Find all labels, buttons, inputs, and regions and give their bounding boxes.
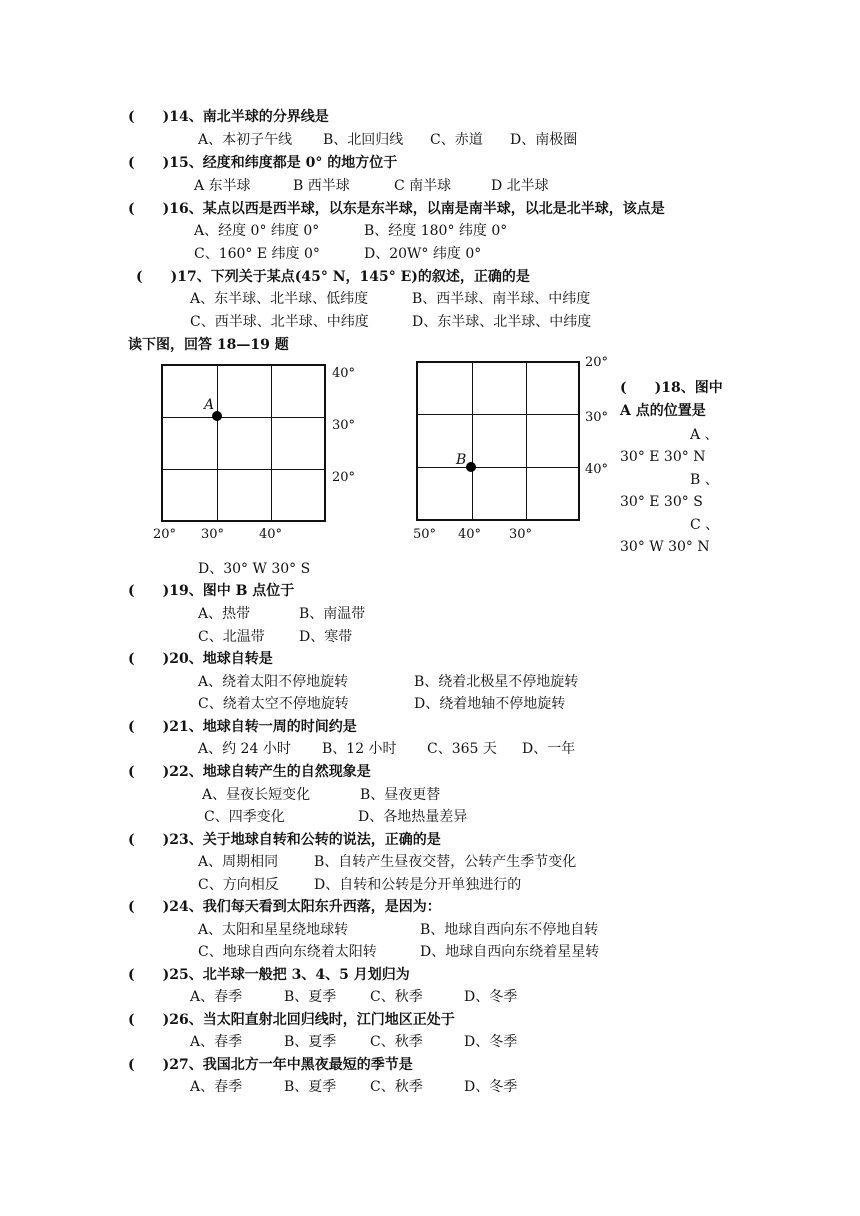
q24-option-d: D、地球自西向东绕着星星转 — [420, 944, 600, 960]
q17-option-c: C、西半球、北半球、中纬度 — [190, 314, 369, 330]
q24-options-row2 — [198, 943, 599, 961]
q15-option-c: C 南半球 — [394, 178, 452, 194]
q26-option-b: B、夏季 — [284, 1034, 337, 1050]
reading-prompt: 读下图，回答 18—19 题 — [128, 337, 289, 353]
map-a-lon-tick: 40° — [259, 527, 283, 542]
q18-option-c-label: C 、 — [690, 517, 720, 533]
q19-options-row2 — [198, 628, 352, 646]
q24-options-row1 — [198, 921, 598, 939]
q14-option-c: C、赤道 — [430, 132, 483, 148]
map-a-lon-tick: 20° — [153, 527, 177, 542]
q23-options-row2 — [198, 876, 521, 894]
q16-options-row2 — [194, 245, 481, 263]
q18-option-b: 30° E 30° S — [620, 494, 703, 510]
point-b-label: B — [456, 452, 467, 468]
q19-option-c: C、北温带 — [198, 629, 265, 645]
q20-option-a: A、绕着太阳不停地旋转 — [198, 674, 349, 690]
q15-option-a: A 东半球 — [194, 178, 251, 194]
q23-option-a: A、周期相同 — [198, 854, 279, 870]
q24-option-a: A、太阳和星星绕地球转 — [198, 922, 349, 938]
q26-option-a: A、春季 — [190, 1034, 243, 1050]
map-b-lon-tick: 50° — [413, 527, 437, 542]
q23-option-d: D、自转和公转是分开单独进行的 — [314, 877, 522, 893]
q16-option-a: A、经度 0° 纬度 0° — [194, 223, 320, 239]
q21-option-d: D、一年 — [522, 741, 576, 757]
q22-option-a: A、昼夜长短变化 — [202, 787, 311, 803]
q17-option-a: A、东半球、北半球、低纬度 — [190, 291, 369, 307]
map-a-lat-tick: 40° — [332, 366, 356, 381]
question-21: ( )21、地球自转一周的时间约是 — [128, 719, 357, 735]
q23-option-b: B、自转产生昼夜交替，公转产生季节变化 — [314, 854, 577, 870]
q19-option-b: B、南温带 — [299, 606, 366, 622]
q14-options — [198, 131, 577, 149]
q20-options-row2 — [198, 695, 565, 713]
q17-options-row1 — [190, 290, 590, 308]
q25-option-a: A、春季 — [190, 989, 243, 1005]
q14-option-a: A、本初子午线 — [198, 132, 293, 148]
q22-option-c: C、四季变化 — [204, 809, 285, 825]
q16-option-c: C、160° E 纬度 0° — [194, 246, 320, 262]
q18-option-b-label: B 、 — [690, 472, 719, 488]
q23-option-c: C、方向相反 — [198, 877, 279, 893]
q17-option-d: D、东半球、北半球、中纬度 — [412, 314, 592, 330]
q18-option-a-label: A 、 — [690, 427, 719, 443]
q18-option-d: D、30° W 30° S — [198, 561, 311, 577]
question-24: ( )24、我们每天看到太阳东升西落，是因为： — [128, 899, 441, 915]
point-b-marker — [466, 462, 476, 472]
map-a-lat-tick: 30° — [332, 418, 356, 433]
question-17: ( )17、下列关于某点(45° N，145° E)的叙述，正确的是 — [136, 269, 530, 285]
q21-option-b: B、12 小时 — [322, 741, 397, 757]
question-22: ( )22、地球自转产生的自然现象是 — [128, 764, 371, 780]
q24-option-b: B、地球自西向东不停地自转 — [420, 922, 599, 938]
q19-options-row1 — [198, 605, 365, 623]
q20-option-d: D、绕着地轴不停地旋转 — [414, 696, 566, 712]
q25-option-d: D、冬季 — [464, 989, 518, 1005]
q25-option-b: B、夏季 — [284, 989, 337, 1005]
question-25: ( )25、北半球一般把 3、4、5 月划归为 — [128, 967, 410, 983]
question-18-cont: A 点的位置是 — [620, 403, 706, 419]
map-b-lat-tick: 30° — [585, 410, 609, 425]
question-15: ( )15、经度和纬度都是 0° 的地方位于 — [128, 155, 398, 171]
q15-option-b: B 西半球 — [293, 178, 350, 194]
q22-option-d: D、各地热量差异 — [358, 809, 468, 825]
question-20: ( )20、地球自转是 — [128, 651, 273, 667]
q16-option-b: B、经度 180° 纬度 0° — [364, 223, 508, 239]
q26-option-d: D、冬季 — [464, 1034, 518, 1050]
q14-option-b: B、北回归线 — [323, 132, 404, 148]
q19-option-d: D、寒带 — [299, 629, 353, 645]
q18-option-c: 30° W 30° N — [620, 539, 710, 555]
map-b-lon-tick: 40° — [458, 527, 482, 542]
question-18: ( )18、图中 — [620, 380, 723, 396]
q21-options — [198, 740, 575, 758]
q19-option-a: A、热带 — [198, 606, 251, 622]
q14-option-d: D、南极圈 — [510, 132, 578, 148]
q25-options — [190, 988, 517, 1006]
q17-option-b: B、西半球、南半球、中纬度 — [412, 291, 591, 307]
q26-option-c: C、秋季 — [370, 1034, 423, 1050]
q23-options-row1 — [198, 853, 576, 871]
q27-option-b: B、夏季 — [284, 1079, 337, 1095]
q27-option-a: A、春季 — [190, 1079, 243, 1095]
map-a-lon-tick: 30° — [201, 527, 225, 542]
q20-options-row1 — [198, 673, 578, 691]
q20-option-b: B、绕着北极星不停地旋转 — [414, 674, 579, 690]
q22-options-row2 — [204, 808, 467, 826]
q20-option-c: C、绕着太空不停地旋转 — [198, 696, 349, 712]
q27-options — [190, 1078, 517, 1096]
map-a-grid — [161, 364, 326, 522]
question-16: ( )16、某点以西是西半球，以东是东半球，以南是南半球，以北是北半球，该点是 — [128, 201, 665, 217]
q22-options-row1 — [202, 786, 440, 804]
map-b-lat-tick: 40° — [585, 462, 609, 477]
map-b-lon-tick: 30° — [509, 527, 533, 542]
map-b-lat-tick: 20° — [585, 355, 609, 370]
q16-options-row1 — [194, 222, 507, 240]
q21-option-a: A、约 24 小时 — [198, 741, 291, 757]
q21-option-c: C、365 天 — [427, 741, 497, 757]
question-27: ( )27、我国北方一年中黑夜最短的季节是 — [128, 1057, 413, 1073]
question-23: ( )23、关于地球自转和公转的说法，正确的是 — [128, 832, 441, 848]
q17-options-row2 — [190, 313, 591, 331]
q22-option-b: B、昼夜更替 — [360, 787, 441, 803]
q18-option-a: 30° E 30° N — [620, 449, 706, 465]
q15-option-d: D 北半球 — [491, 178, 549, 194]
q25-option-c: C、秋季 — [370, 989, 423, 1005]
q26-options — [190, 1033, 517, 1051]
q15-options — [194, 177, 549, 195]
question-14: ( )14、南北半球的分界线是 — [128, 109, 329, 125]
map-a-lat-tick: 20° — [332, 470, 356, 485]
map-b-grid — [416, 361, 580, 521]
q16-option-d: D、20W° 纬度 0° — [364, 246, 482, 262]
question-19: ( )19、图中 B 点位于 — [128, 583, 295, 599]
point-a-label: A — [204, 397, 215, 413]
q27-option-d: D、冬季 — [464, 1079, 518, 1095]
question-26: ( )26、当太阳直射北回归线时，江门地区正处于 — [128, 1012, 455, 1028]
q27-option-c: C、秋季 — [370, 1079, 423, 1095]
q24-option-c: C、地球自西向东绕着太阳转 — [198, 944, 377, 960]
